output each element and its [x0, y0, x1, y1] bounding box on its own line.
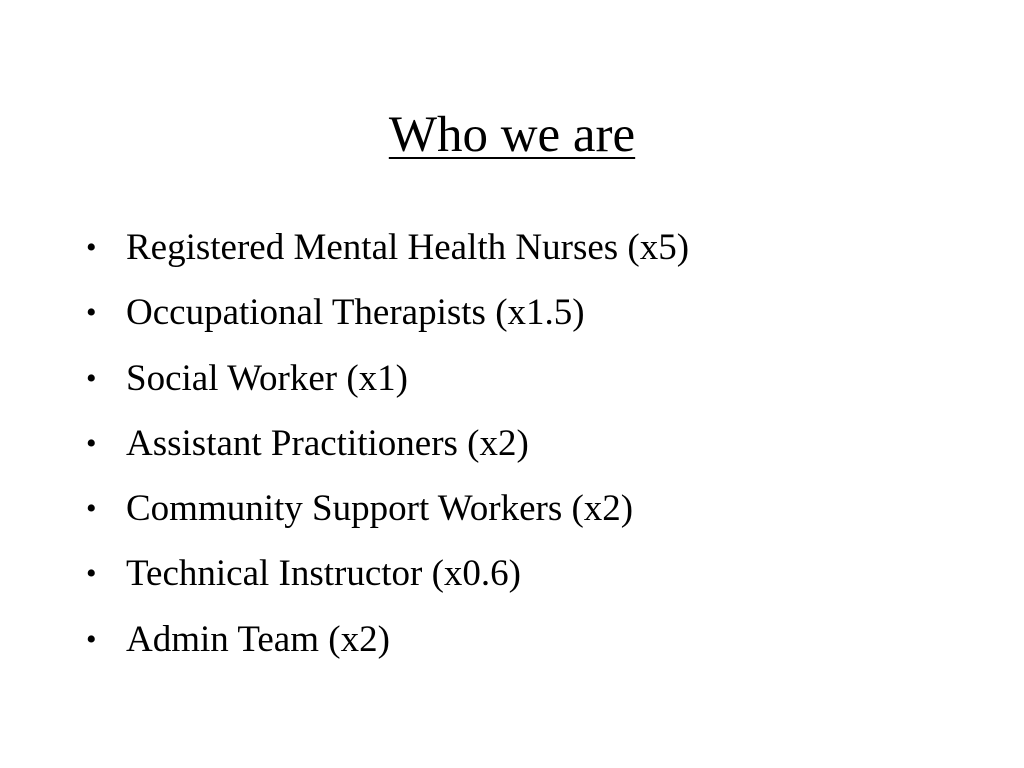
list-item: • Occupational Therapists (x1.5)	[84, 291, 689, 335]
list-item: • Social Worker (x1)	[84, 357, 689, 401]
list-item: • Technical Instructor (x0.6)	[84, 552, 689, 596]
list-item: • Admin Team (x2)	[84, 618, 689, 662]
list-item: • Registered Mental Health Nurses (x5)	[84, 226, 689, 270]
slide-title	[0, 104, 1024, 166]
list-item: • Assistant Practitioners (x2)	[84, 422, 689, 466]
bullet-list	[84, 226, 689, 683]
slide-title-text: Who we are	[388, 107, 636, 163]
list-item: • Community Support Workers (x2)	[84, 487, 689, 531]
